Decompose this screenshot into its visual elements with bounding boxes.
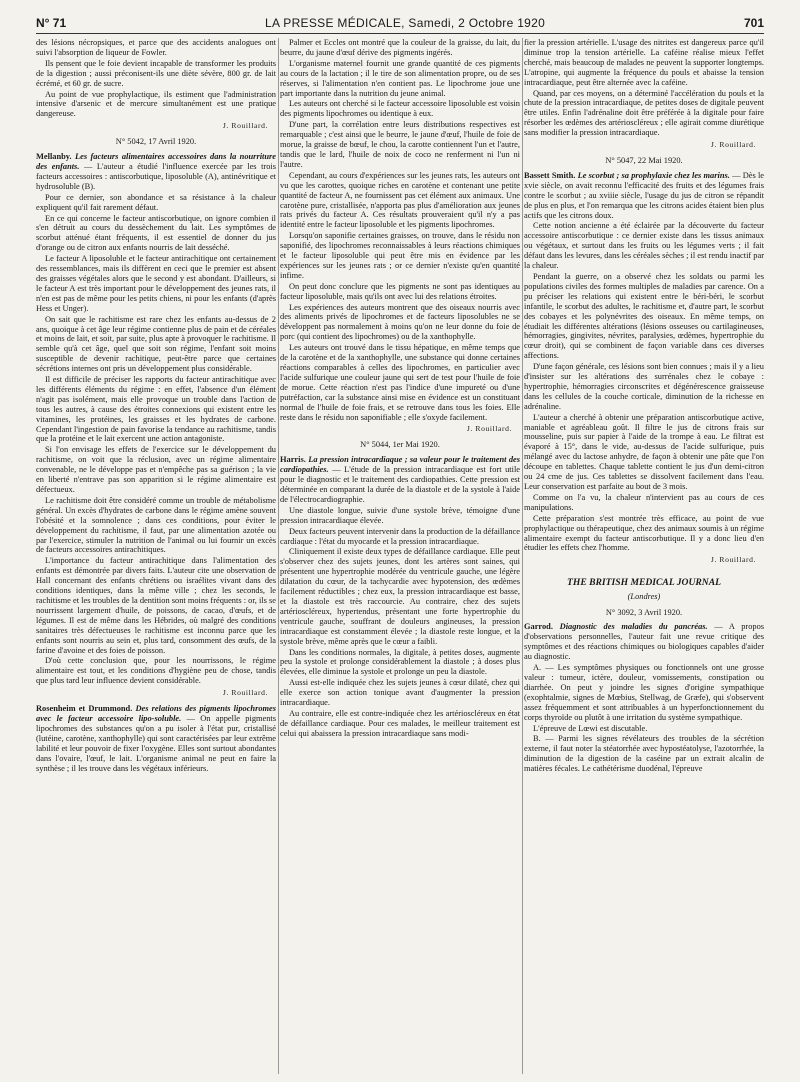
paragraph: Le facteur A liposoluble et le facteur antirachitique ont certainement des ressemblances, mais ils diffèrent en ceci que le premier est absent des graisses végétales alors que le second y est abondant. D'ailleurs, si le facteur A est très important pour le développement des jeunes rats, il n'en est pas de même pour les petits chiens, ni pour les enfants (d'après Hess et Unger). <box>36 254 276 313</box>
issue-reference: N° 5042, 17 Avril 1920. <box>115 137 197 147</box>
article-author: Mellanby. <box>36 152 72 162</box>
article-title: La pression intracardiaque ; sa valeur pour le traitement des cardiopathies. <box>280 455 520 475</box>
paragraph: Ils pensent que le foie devient incapable de transformer les produits de la digestion ; aussi préconisent-ils une diète sévère, 800 gr. de lait écrémé, et 60 gr. de sucre. <box>36 58 276 88</box>
signature: J. Rouillard. <box>710 555 756 565</box>
article-bassett-smith <box>524 171 764 221</box>
article-rosenheim <box>36 704 276 773</box>
paragraph: des lésions nécropsiques, et parce que des accidents analogues ont suivi l'absorption de liqueur de Fowler. <box>36 38 276 57</box>
article-text: — A propos d'observations personnelles, l'auteur fait une revue critique des symptômes et des réactions chimiques ou biologiques capables d'aider au diagnostic. <box>524 622 764 662</box>
paragraph: fier la pression artérielle. L'usage des nitrites est dangereux parce qu'il diminue trop la tension artérielle. La caféine réalise mieux l'effet cherché, mais beaucoup de malades ne peuvent la supporter longtemps. L'atropine, qui augmente la fréquence du pouls et abaisse la tension intracardiaque, peut être alternée avec la caféine. <box>524 38 764 87</box>
page-number: 701 <box>743 15 764 30</box>
column-divider <box>278 38 279 1074</box>
article-text: — On appelle pigments lipochromes des substances qu'on a pu isoler à l'état pur, cristallisé (lutéine, carotène, xanthophylle) qui sont caractérisées par leur extrême labilité et leur pouvoir de fixer l'oxygène. Elles sont surtout abondantes dans l'ovaire, l'œuf, le lait. L'organisme animal ne peut en faire la synthèse ; il les trouve dans les végétaux inférieurs. <box>36 714 276 773</box>
issue-reference: N° 5044, 1er Mai 1920. <box>360 440 440 450</box>
paragraph: Palmer et Eccles ont montré que la couleur de la graisse, du lait, du beurre, du jaune d'œuf dérive des pigments ingérés. <box>280 38 520 57</box>
paragraph: Au point de vue prophylactique, ils estiment que l'administration intensive d'arsenic et de mercure simultanément est une pratique dangereuse. <box>36 89 276 119</box>
paragraph: A. — Les symptômes physiques ou fonctionnels ont une grosse valeur : tumeur, ictère, douleur, vomissements, constipation ou diarrhée. On peut y joindre les signes d'origine sympathique (exophtalmie, signes de Mœbius, Stellwag, de Græfe), qui s'observent assez fréquemment et sont attribuables à un hyperfonctionnement du corps thyroïde ou plutôt à une irritation du système sympathique. <box>524 663 764 722</box>
article-title: Des relations des pigments lipochromes avec le facteur accessoire lipo-soluble. <box>36 704 276 723</box>
paragraph: Pour ce dernier, son abondance et sa résistance à la chaleur expliquent qu'il fait rarement défaut. <box>36 192 276 212</box>
paragraph: Aussi est-elle indiquée chez les sujets jeunes à cœur dilaté, chez qui elle exerce son action tonique avant d'augmenter la pression intracardiaque. <box>280 678 520 708</box>
paragraph: Quand, par ces moyens, on a déterminé l'accélération du pouls et la chute de la pression intracardiaque, de petites doses de digitale peuvent être utiles. Enfin l'adrénaline doit être préférée à la digitale pour faire résorber les œdèmes des artérioscléreux ; elle agirait comme diurétique sans modifier la pression intracardiaque. <box>524 88 764 138</box>
article-title: Les facteurs alimentaires accessoires dans la nourriture des enfants. <box>36 152 276 172</box>
running-header <box>36 12 764 34</box>
issue-reference: N° 3092, 3 Avril 1920. <box>605 607 683 617</box>
paragraph: Les auteurs ont trouvé dans le tissu hépatique, en même temps que de la carotène et de la xanthophylle, une substance qui donne certaines réactions comparables à celles des lipochromes, en particulier avec l'acide sulfurique une couleur jaune qui sert de test pour l'huile de foie de morue. Cette réaction n'est pas l'indice d'une impureté ou d'une putréfaction, car la substance ainsi mise en évidence est un constituant normal de l'huile de foie frais, et se retrouve dans tous les foies. Elle reste dans le résidu non saponifiable ; elle s'oxyde facilement. <box>280 343 520 422</box>
journal-city: (Londres) <box>627 591 661 601</box>
journal-title: THE BRITISH MEDICAL JOURNAL <box>567 577 721 589</box>
paragraph: Si l'on envisage les effets de l'exercice sur le développement du rachitisme, on voit que la réclusion, avec un régime alimentaire convenable, ne le développe pas et n'empêche pas sa guérison ; la vie en liberté n'entrave pas son apparition si le régime alimentaire est défectueux. <box>36 445 276 495</box>
article-author: Rosenheim et Drummond. <box>36 704 133 714</box>
paragraph: Au contraire, elle est contre-indiquée chez les artérioscléreux en état de défaillance cardiaque. Pour ces malades, le meilleur traitement est celui qui abaissera la pression intracardiaque sans modi- <box>280 708 520 738</box>
paragraph: Cliniquement il existe deux types de défaillance cardiaque. Elle peut s'observer chez des sujets jeunes, dont les artères sont saines, qui présentent une hypertrophie modérée du ventricule gauche, une légère dilatation du cœur, de la tachycardie avec hypotension, des œdèmes facilement réductibles ; chez eux, la pression intracardiaque est basse, et la diastole est très raccourcie. Au contraire, chez des sujets artérioscléreux, hypertendus, présentant une forte hypertrophie du ventricule gauche, souffrant de douleurs angineuses, la pression intracardiaque est constamment élevée ; la diastole reste longue, et la systole brève, même après que le cœur a faibli. <box>280 547 520 646</box>
article-harris <box>280 455 520 505</box>
paragraph: Cependant, au cours d'expériences sur les jeunes rats, les auteurs ont vu que les carottes, quoique riches en carotène et contenant une petite quantité de facteur A, ne fournissent pas cet élément aux animaux. Une carotène pure, cristallisée, n'apporta pas plus d'amélioration aux jeunes rats privés du facteur A. Ces résultats prouveraient qu'il n'y a pas identité entre le facteur liposoluble et les pigments lipochromes. <box>280 170 520 230</box>
issue-reference: N° 5047, 22 Mai 1920. <box>605 156 683 166</box>
paragraph: Dans les conditions normales, la digitale, à petites doses, augmente peu la systole et prolonge considérablement la diastole ; à doses plus élevées, elle diminue la systole et prolonge un peu la diastole. <box>280 647 520 677</box>
paragraph: D'où cette conclusion que, pour les nourrissons, le régime alimentaire est tout, et les conditions d'hygiène peu de chose, tandis que plus tard leur influence devient considérable. <box>36 656 276 686</box>
column-divider <box>522 38 523 1074</box>
article-author: Garrod. <box>524 622 553 632</box>
paragraph: Il est difficile de préciser les rapports du facteur antirachitique avec les différents éléments du régime : en effet, l'absence d'un élément n'agit pas isolément, mais elle provoque un trouble dans l'action de tous les autres, à cause des étroites connexions qui existent entre les vitamines, les protéines, les graisses et les hydrates de carbone. Cependant l'ingestion de pain favorise la tendance au rachitisme, tandis que la protéine et le lait exercent une action antagoniste. <box>36 375 276 444</box>
article-author: Bassett Smith. <box>524 170 576 180</box>
article-title: Le scorbut ; sa prophylaxie chez les marins. <box>577 170 730 180</box>
paragraph: L'épreuve de Lœwi est discutable. <box>533 723 648 733</box>
paragraph: Lorsqu'on saponifie certaines graisses, on trouve, dans le résidu non saponifié, des lipochromes reconnaissables à leurs réactions chimiques et le facteur liposoluble qui peut être mis en évidence par les expériences sur les jeunes rats ; or ce dernier n'existe qu'en quantité infime. <box>280 231 520 280</box>
paragraph: Une diastole longue, suivie d'une systole brève, témoigne d'une pression intracardiaque élevée. <box>280 505 520 525</box>
paragraph: L'auteur a cherché à obtenir une préparation antiscorbutique active, maniable et agréableau goût. Il filtre le jus de citrons frais sur mousseline, puis sur papier à l'aide de la trompe à eau. Le filtrat est évaporé à 15°, dans le vide, au-dessus de l'acide sulfurique, puis mélangé avec du lactose anhydre, de façon à obtenir une pâte que l'on découpe en tablettes. Chaque tablette contient le jus d'un demi-citron ou 24 cme de jus. Ces tablettes se dissolvent facilement dans l'eau. Leur conservation est parfaite au bout de 3 mois. <box>524 412 764 492</box>
paragraph: Les expériences des auteurs montrent que des oiseaux nourris avec des aliments privés de lipochromes et de facteurs liposolubles ne se développent pas normalement à moins qu'on ne leur donne du foie de porc (qui contient des lipochromes) ou de la xanthophylle. <box>280 302 520 342</box>
signature: J. Rouillard. <box>222 121 268 131</box>
paragraph: Pendant la guerre, on a observé chez les soldats ou parmi les populations civiles des formes multiples de maladies par carence. On a pu préciser les relations qui existent entre le béri-béri, le scorbut infantile, le scorbut des adultes, le rachitisme et, d'autre part, le scorbut des cobayes et les polynévrites des oiseaux. En même temps, on étudiait les différentes altérations (lésions osseuses ou cartilagineuses, hémorragies, gingivites, névrites, paralysies, œdèmes, hypertrophie du cœur droit), qui se combinent de façon variable dans ces diverses affections. <box>524 271 764 361</box>
article-text: — L'auteur a étudié l'influence exercée par les trois facteurs accessoires : antiscorbutique, liposoluble (A), antinévritique et hydrosoluble (B). <box>36 162 276 191</box>
paragraph: Cette notion ancienne a été éclairée par la découverte du facteur accessoire antiscorbutique : ce dernier existe dans les tissus animaux ou végétaux, et surtout dans les fruits ou les légumes verts ; il fait défaut dans les levures, dans les céréales sèches ; il est rendu inactif par la chaleur. <box>524 221 764 271</box>
column-left <box>36 38 276 1074</box>
paragraph: B. — Parmi les signes révélateurs des troubles de la sécrétion externe, il faut noter la stéatorrhée avec hypostéatolyse, l'azotorrhée, la diminution de la digestion de la caséine par un extrait alcalin de matières fécales. Le cathétérisme duodénal, l'épreuve <box>524 734 764 774</box>
paragraph: Comme on l'a vu, la chaleur n'intervient pas au cours de ces manipulations. <box>524 492 764 512</box>
paragraph: Le rachitisme doit être considéré comme un trouble de métabolisme général. Un excès d'hydrates de carbone dans le régime amène souvent l'obésité et la somnolence ; dans ces conditions, pour éviter le développement du rachitisme, il faut, par une alimentation azotée ou par l'exercice, stimuler la nutrition de l'animal ou lui fournir un excès de facteurs accessoires antirachitiques. <box>36 495 276 555</box>
paragraph: L'organisme maternel fournit une grande quantité de ces pigments au cours de la lactation ; il le tire de son alimentation propre, ou de ses réserves, si l'alimentation n'en contient pas. Le lipochrome joue une part importante dans la nutrition du jeune animal. <box>280 58 520 98</box>
signature: J. Rouillard. <box>710 140 756 150</box>
column-right <box>524 38 764 1074</box>
issue-number: N° 71 <box>36 15 67 30</box>
paragraph: On sait que le rachitisme est rare chez les enfants au-dessus de 2 ans, quoique à cet âge leur régime contienne plus de pain et de céréales et moins de lait, et soit, par suite, plus apte à provoquer le rachitisme. Il semble qu'à cet âge, quel que soit son régime, l'enfant soit moins susceptible de devenir rachitique, peut-être parce que certaines sécrétions internes ont pris un développement plus considérable. <box>36 314 276 374</box>
signature: J. Rouillard. <box>466 424 512 434</box>
paragraph: On peut donc conclure que les pigments ne sont pas identiques au facteur liposoluble, mais qu'ils ont avec lui des relations étroites. <box>280 281 520 301</box>
article-text: — L'étude de la pression intracardiaque est fort utile pour le diagnostic et le traitement des cardiopathies. Cette pression est déterminée en comparant la durée de la diastole et de la systole à l'aide de l'électrocardiographie. <box>280 465 520 504</box>
article-author: Harris. <box>280 455 306 465</box>
article-mellanby <box>36 152 276 192</box>
paragraph: Deux facteurs peuvent intervenir dans la production de la défaillance cardiaque : l'état du myocarde et la pression intracardiaque. <box>280 526 520 546</box>
paragraph: En ce qui concerne le facteur antiscorbutique, on ignore combien il s'en détruit au cours du dessèchement du lait. Les symptômes de scorbut atténué étant fréquents, il est essentiel de donner du jus d'orange ou de citron aux enfants nourris de lait desséché. <box>36 213 276 253</box>
paragraph: L'importance du facteur antirachitique dans l'alimentation des enfants est démontrée par divers faits. L'auteur cite une observation de Hall concernant des enfants chrétiens ou israélites vivant dans des conditions identiques, dans la même ville ; chez les seconds, le rachitisme et les troubles de la dentition sont moins fréquents : or, ils se nourrissent largement d'huile, de poissons, de cacao, d'œufs, et de légumes. Il est de même dans les Hébrides, où malgré des conditions sanitaires très défectueuses le rachitisme est inconnu parce que les enfants sont nourris au sein et, plus tard, consomment des œufs, de la farine d'avoine et des foies de poisson. <box>36 556 276 655</box>
column-middle <box>280 38 520 1074</box>
paragraph: Les auteurs ont cherché si le facteur accessoire liposoluble est voisin des pigments lipochromes ou identique à eux. <box>280 99 520 119</box>
paragraph: D'une façon générale, ces lésions sont bien connues ; mais il y a lieu d'insister sur les altérations des surrénales chez le cobaye : hypertrophie, hémorragies circonscrites et dégénérescence graisseuse dans les cellules de la couche corticale, diminution de la richesse en adrénaline. <box>524 362 764 411</box>
signature: J. Rouillard. <box>222 688 268 698</box>
article-title: Diagnostic des maladies du pancréas. <box>559 622 708 632</box>
paragraph: Cette préparation s'est montrée très efficace, au point de vue prophylactique ou thérapeutique, chez des animaux soumis à un régime alimentaire exempt du facteur antiscorbutique. Il y a donc lieu d'en étudier les effets chez l'homme. <box>524 513 764 553</box>
running-title: LA PRESSE MÉDICALE, Samedi, 2 Octobre 1920 <box>265 15 546 30</box>
article-garrod <box>524 622 764 662</box>
article-text: — Dès le xvie siècle, on avait reconnu l'efficacité des fruits et des légumes frais contre le scorbut ; au xviiie siècle, l'usage du jus de citron se répandit de plus en plus, et l'on remarqua que les citrons acides étaient bien plus actifs que les citrons doux. <box>524 170 764 220</box>
paragraph: D'une part, la corrélation entre leurs distributions respectives est remarquable ; c'est ainsi que le beurre, le jaune d'œuf, l'huile de foie de morue, la graisse de bœuf, le chou, la carotte contiennent l'un et l'autre, tandis que le lard, l'huile de noix de coco ne renferment ni l'un ni l'autre. <box>280 120 520 169</box>
